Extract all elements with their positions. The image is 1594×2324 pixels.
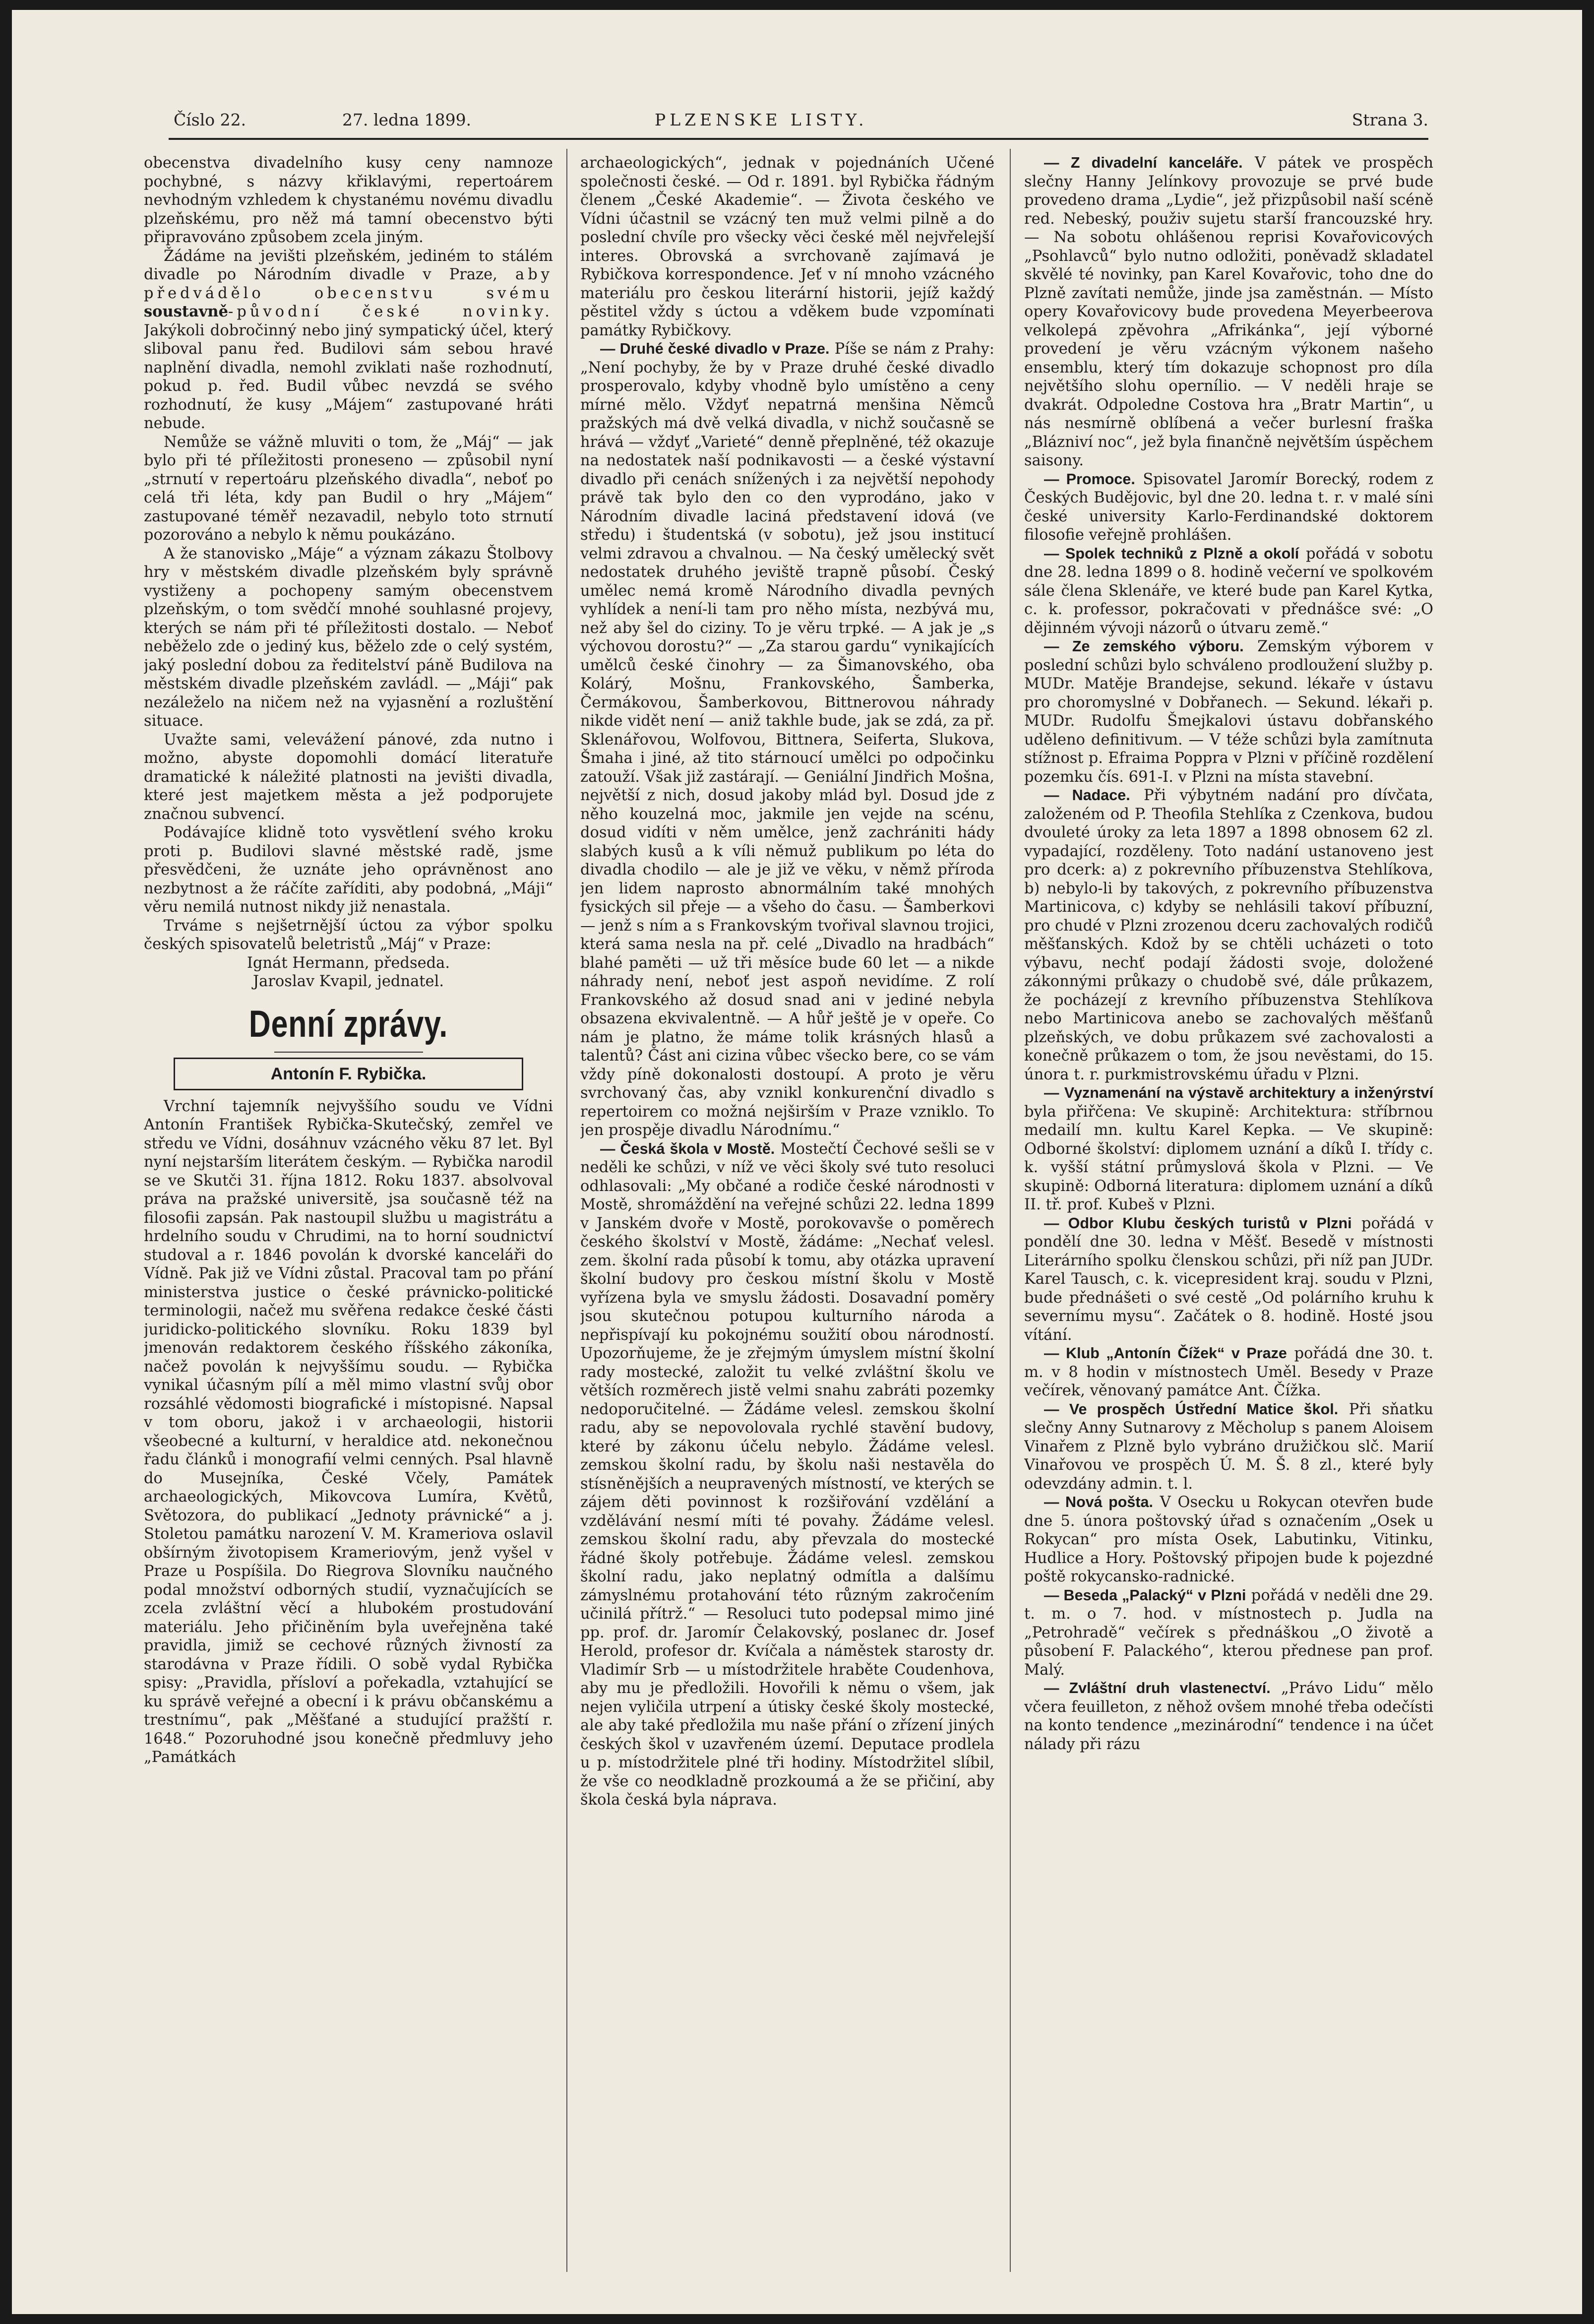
- paragraph: Trváme s nejšetrnější úctou za výbor spolku českých spisovatelů beletristů „Máj“ v Praze:: [144, 917, 553, 953]
- article-heading: — Spolek techniků z Plzně a okolí: [1044, 545, 1299, 562]
- paragraph: [1024, 545, 1433, 638]
- section-title: Denní zprávy.: [248, 1003, 448, 1045]
- header-rule: [169, 138, 1428, 140]
- signature-secretary: Jaroslav Kvapil, jednatel.: [252, 973, 444, 990]
- paragraph: Podávajíce klidně toto vysvětlení svého kroku proti p. Budilovi slavné městské radě, jsme přesvědčeni, že uznáte jeho oprávněnost ano nezbytnost a že ráčíte zaříditi, aby podobná, „Máji“ věru nemilá nutnost nikdy již nenastala.: [144, 824, 553, 916]
- article-heading: — Nadace.: [1044, 787, 1130, 804]
- article-heading: — Z divadelní kanceláře.: [1044, 154, 1243, 171]
- article-heading: — Promoce.: [1044, 470, 1135, 488]
- text-run: pořádá dne 30. t. m. v 8 hodin v místnostech Uměl. Besedy v Praze večírek, věnovaný památce Ant. Čížka.: [1024, 1345, 1433, 1399]
- paragraph: [1024, 637, 1433, 786]
- column-1: [144, 154, 553, 2272]
- scan-frame-left: [0, 0, 12, 2324]
- text-run: Žádáme na jevišti plzeňském, jediném to stálém divadle po Národním divadle v Praze,: [144, 247, 553, 283]
- column-2: [580, 154, 994, 2272]
- text-run: pořádá v pondělí dne 30. ledna v Měšť. Besedě v místnosti Literárního spolku členskou schůzi, při níž pan JUDr. Karel Tausch, c. k. vicepresident kraj. soudu v Plzni, bude přednášeti o své cestě „Od polárního kruhu k severnímu mysu“. Začátek o 8. hodině. Hosté jsou vítání.: [1024, 1214, 1433, 1344]
- text-run: Spisovatel Jaromír Borecký, rodem z Českých Budějovic, byl dne 20. ledna t. r. v malé síni české university Karlo-Ferdinandské doktorem filosofie veřejně prohlášen.: [1024, 470, 1433, 544]
- masthead-title: PLZENSKE LISTY.: [655, 110, 868, 129]
- article-heading: — Klub „Antonín Čížek“ v Praze: [1044, 1345, 1287, 1362]
- text-run: Jakýkoli dobročinný nebo jiný sympatický účel, který sliboval panu řed. Budilovi sám sebou hravé naplnění divadla, nemohl zviklati naše rozhodnutí, pokud p. řed. Budil vůbec nevzdá se svého rozhodnutí, že kusy „Májem“ zastupované hráti nebude.: [144, 321, 553, 432]
- page-header: [174, 110, 1428, 134]
- text-run: Při výbytném nadání pro dívčata, založeném od P. Theofila Stehlíka z Czenkova, budou dvouleté úroky za leta 1897 a 1898 obnosem 62 zl. vypadající, rozděleny. Toto nadání ustanoveno jest pro dcerk: a) z pokrevního příbuzenstva Stehlíkova, b) nebylo-li by takových, z pokrevního příbuzenstva Martinicova, c) kdyby se nehlásili takoví příbuzní, pro chudé v Plzni zrozenou dceru zachovalých rodičů měšťanských. Kdož by se chtěli ucházeti o toto výbavu, nechť podají žádosti svoje, doložené zákonnými průkazy o chudobě své, dále průkazem, že pocházejí z krevního příbuzenstva Stehlíkova nebo Martinicova anebo se zachovalých měšťanů plzeňských, ve dobu průkazem své zachovalosti a konečně průkazem o tom, že jsou nevěstami, do 15. února t. r. purkmistrovskému úřadu v Plzni.: [1024, 787, 1433, 1083]
- paragraph: [1024, 1586, 1433, 1680]
- article-heading: — Česká škola v Mostě.: [600, 1140, 775, 1157]
- article-heading: — Druhé české divadlo v Praze.: [600, 340, 830, 357]
- text-run: byla přiřčena: Ve skupině: Architektura: stříbrnou medailí mn. kultu Karel Kepka. — Ve skupině: Odborné školství: diplomem uznání a díků I. třídy c. k. vyšší státní průmyslová škola v Plzni. — Ve skupině: Odborná literatura: diplomem uznání a díků II. tř. prof. Kubeš v Plzni.: [1024, 1103, 1433, 1213]
- obituary-heading-box: Antonín F. Rybička.: [174, 1058, 523, 1090]
- paragraph: Nemůže se vážně mluviti o tom, že „Máj“ — jak bylo při té příležitosti proneseno — způsobil nyní „strnutí v repertoáru plzeňského divadla“, neboť po celá tři léta, kdy pan Budil o hry „Májem“ zastupované téměř nezavadil, nebylo toto strnutí pozorováno a nebylo k němu poukázáno.: [144, 433, 553, 544]
- signature-chairman: Ignát Hermann, předseda.: [246, 954, 450, 972]
- paragraph: A že stanovisko „Máje“ a význam zákazu Štolbovy hry v městském divadle plzeňském byly správně vystiženy a pochopeny samým obecenstvem plzeňským, o tom svědčí mnohé souhlasné projevy, kterých se nám při té příležitosti dostalo. — Neboť neběželo zde o jediný kus, běželo zde o celý systém, jaký poslední dobou za ředitelství páně Budilova na městském divadle plzeňském zavládl. — „Máji“ pak nezáleželo na ničem než na vyjasnění a rozluštění situace.: [144, 545, 553, 730]
- column-divider-2: [1010, 149, 1011, 2272]
- paragraph: Vrchní tajemník nejvyššího soudu ve Vídni Antonín František Rybička-Skutečský, zemřel ve středu ve Vídni, dosáhnuv vzácného věku 87 let. Byl nyní nejstarším literátem českým. — Rybička narodil se ve Skutči 31. října 1812. Roku 1837. absolvoval práva na pražské universitě, jsa současně též na filosofii zapsán. Pak nastoupil službu u magistrátu a hrdelního soudu v Chrudimi, na to horní soudnictví studoval a r. 1846 povolán k dvorské kanceláři do Vídně. Pak již ve Vídni zůstal. Pracoval tam po přání ministerstva justice o české právnicko-politické terminologii, načež mu svěřena redakce české části juridicko-politického slovníku. Roku 1839 byl jmenován redaktorem českého říšského zákoníka, načež povolán k nejvyššímu soudu. — Rybička vynikal účasným pílí a měl mimo vlastní svůj obor rozsáhlé vědomosti biografické i místopisné. Napsal v tom oboru, jakož i v archaeologii, historii všeobecné a kulturní, v heraldice atd. nekonečnou řadu článků i monografií velmi cenných. Psal hlavně do Musejníka, České Včely, Památek archaeologických, Mikovcova Lumíra, Květů, Světozora, do publikací „Jednoty právnické“ a j. Stoletou památku narození V. M. Krameriova oslavil obšírným životopisem Krameriovým, jenž vyšel v Praze u Pospíšila. Do Riegrova Slovníku naučného podal množství odborných studií, vyznačujících se zcela zvláštní věcí a hlubokém prostudování materiálu. Jeho přičiněním byla uveřejněna také pravidla, jimiž se cechové různých živností za starodávna v Praze řídili. O sobě vydal Rybička spisy: „Pravidla, přísloví a pořekadla, vztahující se ku správě veřejné a obecní i k právu občanskému a trestnímu“, pak „Měšťané a studující pražští r. 1648.“ Pozoruhodné jsou konečně předmluvy jeho „Památkách: [144, 1097, 553, 1766]
- article-heading: — Zvláštní druh vlastenectví.: [1044, 1680, 1271, 1696]
- paragraph: [1024, 1679, 1433, 1754]
- text-run: Píše se nám z Prahy: „Není pochyby, že by v Praze druhé české divadlo prosperovalo, kdyby vhodně bylo umístěno a ceny mírné mělo. Vždyť nepatrná menšina Němců pražských má dvě velká divadla, v nichž současně se hrává — vždyť „Varieté“ denně přeplněné, též okazuje na nedostatek naší podnikavosti — a české výstavní divadlo při cenách snížených i za největší nepohody právě tak bylo den co den vyprodáno, jako v Národním divadle laciná představení idová (ve středu) i študentská (v sobotu), jež jsou institucí velmi zdravou a chvalnou. — Na český umělecký svět nedostatek druhého jeviště trapně působí. Český umělec nemá kromě Národního divadla pevných vyhlídek a není-li tam pro něho místa, nezbývá mu, než aby šel do ciziny. To je věru trpké. — A jak je „s výchovou dorostu?“ — „Za starou gardu“ vynikajících umělců české činohry — za Šimanovského, oba Kolárý, Mošnu, Frankovského, Šamberka, Čermákovou, Šamberkovou, Bittnerovou náhrady nikde vidět není — aniž takhle bude, jak se zdá, za př. Sklenářovou, Wolfovou, Bittnera, Seiferta, Slukova, Šmaha i jiné, až tito stárnoucí umělci po odpočinku zatouží. Však již zastárají. — Geniální Jindřich Mošna, největší z nich, dosud jakoby mlád byl. Dosud jde z něho kouzelná moc, jakmile jen vejde na scénu, dosud vidíti v něm umělce, jenž zachrániti hády slabých kusů a k víli němuž publikum po léta do divadla chodilo — ale je již ve věku, v němž příroda jen lidem naprosto abnormálním také mnohých fysických sil přeje — a všeho do času. — Šamberkovi — jenž s ním a s Frankovským tvořival slavnou trojici, která sama nesla na př. celé „Divadlo na hradbách“ blahé paměti — už tři měsíce bude 60 let — a nikde náhrady není, neboť jest aspoň nevidíme. Z rolí Frankovského až dosud snad ani v jediné nebyla obsazena ekvivalentně. — A hůř ještě je v opeře. Co nám je platno, že máme tolik krásných hlasů a talentů? Část ani cizina vůbec všecko bere, co se vám vždy píně dokonalosti dostoupí. A proto je věru svrchovaný čas, aby vznikl konkurenční divadlo s repertoirem co možná nejširším v Praze vzniklo. To jen prospěje divadlu Národnímu.“: [580, 340, 994, 1139]
- text-run: „Právo Lidu“ mělo včera feuilleton, z něhož ovšem mnohé třeba odečísti na konto tendence „mezinárodní“ tendence i na účet nálady při rázu: [1024, 1680, 1433, 1753]
- column-3: [1024, 154, 1433, 2272]
- issue-date: 27. ledna 1899.: [342, 110, 472, 129]
- paragraph: [1024, 154, 1433, 470]
- paragraph: [144, 247, 553, 433]
- article-heading: — Vyznamenání na výstavě architektury a inženýrství: [1044, 1084, 1433, 1101]
- article-heading: — Ze zemského výboru.: [1044, 638, 1244, 655]
- paragraph: [1024, 1344, 1433, 1400]
- paragraph: [1024, 1493, 1433, 1586]
- spaced-text: aby předvádělo obecenstvu svému: [144, 266, 553, 302]
- paragraph: [580, 340, 994, 1140]
- paragraph: [1024, 786, 1433, 1084]
- article-heading: — Nová pošta.: [1044, 1494, 1153, 1510]
- paragraph: [1024, 470, 1433, 545]
- text-run: Zemským výborem v poslední schůzi bylo schváleno prodloužení služby p. MUDr. Matěje Brandejse, sekund. lékaře v ústavu pro choromyslné v Dobřanech. — Sekund. lékaři p. MUDr. Rudolfu Šmejkalovi ústavu dobřanského uděleno definitivum. — V téže schůzi byla zamítnuta stížnost p. Efraima Poppra v Plzni v příčině rozdělení pozemku čís. 691-I. v Plzni na místa stavební.: [1024, 638, 1433, 786]
- article-heading: — Odbor Klubu českých turistů v Plzni: [1044, 1214, 1352, 1232]
- paragraph: [580, 1140, 994, 1810]
- issue-number: Číslo 22.: [174, 110, 246, 129]
- text-run: pořádá v sobotu dne 28. ledna 1899 o 8. hodině večerní ve spolkovém sále člena Sklenáře, ve které bude pan Karel Kytka, c. k. professor, pokračovati v přednášce své: „O dějinném vývoji názorů o útvaru země.“: [1024, 545, 1433, 637]
- page-number: Strana 3.: [1351, 110, 1428, 129]
- bold-text: soustavně: [144, 303, 229, 320]
- text-run: Při sňatku slečny Anny Sutnarovy z Měcholup s panem Aloisem Vinařem z Plzně bylo vybráno družičkou slč. Marií Vinařovou ve prospěch Ú. M. Š. 8 zl., které byly odevzdány admin. t. l.: [1024, 1400, 1433, 1493]
- paragraph: Uvažte sami, velevážení pánové, zda nutno i možno, abyste dopomohli domácí literatuře dramatické k náležité platnosti na jevišti divadla, které jest majetkem města a jež podporujete značnou subvencí.: [144, 731, 553, 823]
- paragraph: archaeologických“, jednak v pojednáních Učené společnosti české. — Od r. 1891. byl Rybička řádným členem „České Akademie“. — Života českého ve Vídni účastnil se vzácný ten muž velmi pilně a do poslední chvíle pro všecky věci české měl nejvřelejší interes. Obrovská a svrchovaně zajímavá je Rybičkova korrespondence. Jeť v ní mnoho vzácného materiálu pro českou literární historii, jejíž každý pěstitel vždy s úctou a vděkem bude vzpomínati památky Rybičkovy.: [580, 154, 994, 339]
- text-run: V pátek ve prospěch slečny Hanny Jelínkovy provozuje se prvé bude provedeno drama „Lydie“, jež přizpůsobil naší scéně red. Nebeský, použiv sujetu starší francouzské hry. — Na sobotu ohlášenou reprisi Kovařovicových „Psohlavců“ bylo nutno odložiti, poněvadž skladatel skvělé té novinky, pan Karel Kovařovic, toho dne do Plzně zavítati nemůže, jinde jsa zaměstnán. — Místo opery Kovařovicovy bude provedena Meyerbeerova velkolepá zpěvohra „Afrikánka“, její výborné provedení je věru vzácným výkonem našeho ensemblu, který tím dokazuje schopnost pro díla největšího slohu opernílio. — V neděli hraje se dvakrát. Odpoledne Costova hra „Bratr Martin“, u nás nesmírně oblíbená a večer burlesní fraška „Blázniví noc“, jež byla finančně největším úspěchem saisony.: [1024, 154, 1433, 469]
- text-run: Mostečtí Čechové sešli se v neděli ke schůzi, v níž ve věci školy své tuto resoluci odhlasovali: „My občané a rodiče české národnosti v Mostě, shromáždění na veřejné schůzi 22. ledna 1899 v Janském dvoře v Mostě, porokovavše o poměrech českého školství v Mostě, žádáme: „Nechať velesl. zem. školní rada působí k tomu, aby otázka upravení školní budovy pro českou místní školu v Mostě vyřízena byla ve smyslu žádosti. Dosavadní poměry jsou skutečnou potupou kulturního národa a nepřispívají ku pokojnému soužití obou národností. Upozorňujeme, že je zřejmým úmyslem místní školní rady mostecké, založit tu velké zvláštní školu ve větších rozměrech jistě velmi snahu zabráti pozemky nedoporučitelné. — Žádáme velesl. zemskou školní radu, aby se nepovolovala rychlé stavění budovy, které by zákonu účelu nebylo. Žádáme velesl. zemskou školní radu, by školu naši nestavěla do stísněnějších a neupravených místností, ve kterých se zájem děti povinnost k rozšiřování vzdělání a vzdělávání nesmí míti té povahy. Žádáme velesl. zemskou školní radu, aby převzala do mostecké řádné školy potřebuje. Žádáme velesl. zemskou školní radu, jako neplatný odmítla a dalšímu zámyslnému protahování této různým zakročením učinilá přítrž.“ — Resoluci tuto podepsal mimo jiné pp. prof. dr. Jaromír Čelakovský, poslanec dr. Josef Herold, profesor dr. Kvíčala a náměstek starosty dr. Vladimír Srb — u místodržitele hraběte Coudenhova, aby mu je předložili. Hovořili k němu o všem, jak nejen vyličila utrpení a útisky české školy mostecké, ale aby také předložila mu naše přání o zřízení jiných českých škol v uzavřeném území. Deputace prodlela u p. místodržitele plné tři hodiny. Místodržitel slíbil, že vše co neodkladně prozkoumá a že se přičiní, aby škola česká byla náprava.: [580, 1140, 994, 1809]
- paragraph: [1024, 1084, 1433, 1214]
- spaced-text: -původní české novinky.: [228, 303, 553, 320]
- column-divider-1: [566, 149, 567, 2272]
- text-run: V Osecku u Rokycan otevřen bude dne 5. února poštovský úřad s označením „Osek u Rokycan“ pro místa Osek, Labutinku, Vitinku, Hudlice a Hory. Poštovský připojen bude k pojezdné poště rokycansko-radnické.: [1024, 1494, 1433, 1585]
- article-heading: — Beseda „Palacký“ v Plzni: [1044, 1586, 1246, 1604]
- paragraph: [1024, 1214, 1433, 1345]
- divider: [274, 1052, 423, 1053]
- paragraph: [1024, 1400, 1433, 1494]
- article-heading: — Ve prospěch Ústřední Matice škol.: [1044, 1400, 1339, 1418]
- text-run: pořádá v neděli dne 29. t. m. o 7. hod. v místnostech p. Judla na „Petrohradě“ večírek s přednáškou „O životě a působení F. Palackého“, kterou přednese pan prof. Malý.: [1024, 1586, 1433, 1679]
- paragraph: obecenstva divadelního kusy ceny namnoze pochybné, s názvy křiklavými, repertoárem nevhodným vzhledem k chystanému novému divadlu plzeňskému, pro něž má tamní obecenstvo býti připravováno způsobem zcela jiným.: [144, 154, 553, 246]
